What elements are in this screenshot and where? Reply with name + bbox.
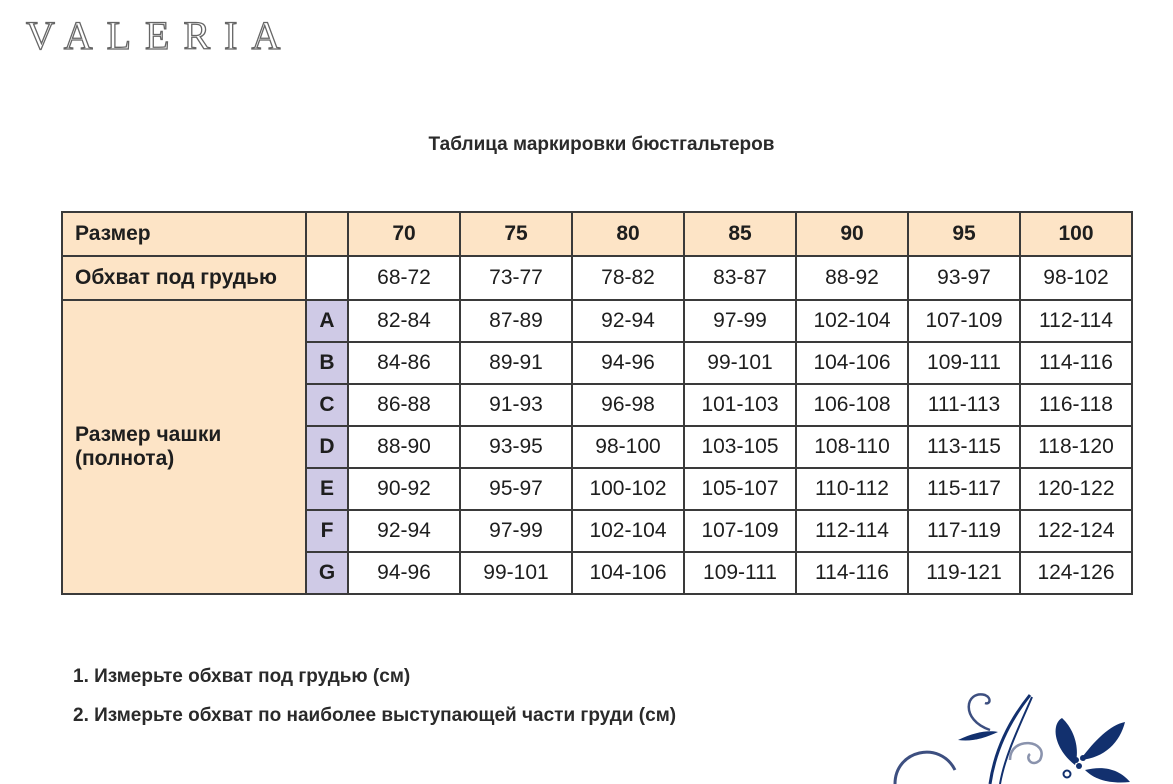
bust-cell: 109-111 xyxy=(908,342,1020,384)
bust-cell: 94-96 xyxy=(348,552,460,594)
instructions xyxy=(73,666,676,744)
bust-cell: 97-99 xyxy=(684,300,796,342)
bust-cell: 91-93 xyxy=(460,384,572,426)
underbust-cell: 68-72 xyxy=(348,256,460,300)
instruction-1: 1. Измерьте обхват под грудью (см) xyxy=(73,666,411,687)
bust-cell: 115-117 xyxy=(908,468,1020,510)
instruction-2: 2. Измерьте обхват по наиболее выступающей части груди (см) xyxy=(73,705,677,726)
underbust-label: Обхват под грудью xyxy=(62,256,306,300)
cup-label-line1: Размер чашки xyxy=(75,423,222,446)
blank-cell xyxy=(306,212,348,256)
bust-cell: 107-109 xyxy=(684,510,796,552)
underbust-cell: 98-102 xyxy=(1020,256,1132,300)
bust-cell: 122-124 xyxy=(1020,510,1132,552)
bust-cell: 114-116 xyxy=(1020,342,1132,384)
bust-cell: 114-116 xyxy=(796,552,908,594)
underbust-cell: 83-87 xyxy=(684,256,796,300)
bust-cell: 87-89 xyxy=(460,300,572,342)
bust-cell: 99-101 xyxy=(684,342,796,384)
bust-cell: 88-90 xyxy=(348,426,460,468)
bust-cell: 94-96 xyxy=(572,342,684,384)
size-header: 80 xyxy=(572,212,684,256)
bust-cell: 118-120 xyxy=(1020,426,1132,468)
cup-letter: B xyxy=(306,342,348,384)
bust-cell: 117-119 xyxy=(908,510,1020,552)
underbust-cell: 93-97 xyxy=(908,256,1020,300)
underbust-cell: 78-82 xyxy=(572,256,684,300)
bust-cell: 95-97 xyxy=(460,468,572,510)
bust-cell: 104-106 xyxy=(796,342,908,384)
bust-cell: 86-88 xyxy=(348,384,460,426)
cup-letter: G xyxy=(306,552,348,594)
cup-size-label xyxy=(62,300,306,594)
bust-cell: 103-105 xyxy=(684,426,796,468)
size-header: 95 xyxy=(908,212,1020,256)
bust-cell: 107-109 xyxy=(908,300,1020,342)
size-header: 75 xyxy=(460,212,572,256)
size-row xyxy=(62,212,1132,256)
size-header: 100 xyxy=(1020,212,1132,256)
cup-letter: D xyxy=(306,426,348,468)
bust-cell: 119-121 xyxy=(908,552,1020,594)
bust-cell: 89-91 xyxy=(460,342,572,384)
underbust-cell: 88-92 xyxy=(796,256,908,300)
underbust-row xyxy=(62,256,1132,300)
bust-cell: 82-84 xyxy=(348,300,460,342)
bust-cell: 96-98 xyxy=(572,384,684,426)
bust-cell: 105-107 xyxy=(684,468,796,510)
bust-cell: 90-92 xyxy=(348,468,460,510)
cup-row-a xyxy=(62,300,1132,342)
bust-cell: 120-122 xyxy=(1020,468,1132,510)
bust-cell: 124-126 xyxy=(1020,552,1132,594)
bust-cell: 106-108 xyxy=(796,384,908,426)
bust-cell: 102-104 xyxy=(796,300,908,342)
bust-cell: 113-115 xyxy=(908,426,1020,468)
bust-cell: 104-106 xyxy=(572,552,684,594)
page-title: Таблица маркировки бюстгальтеров xyxy=(428,134,775,155)
bust-cell: 109-111 xyxy=(684,552,796,594)
blank-cell xyxy=(306,256,348,300)
underbust-cell: 73-77 xyxy=(460,256,572,300)
cup-letter: C xyxy=(306,384,348,426)
cup-letter: E xyxy=(306,468,348,510)
bust-cell: 108-110 xyxy=(796,426,908,468)
brand-logo: VALERIA xyxy=(26,13,295,58)
cup-letter: A xyxy=(306,300,348,342)
bust-cell: 92-94 xyxy=(572,300,684,342)
bust-cell: 97-99 xyxy=(460,510,572,552)
bust-cell: 99-101 xyxy=(460,552,572,594)
size-table xyxy=(61,211,1133,595)
bust-cell: 111-113 xyxy=(908,384,1020,426)
bust-cell: 101-103 xyxy=(684,384,796,426)
cup-label-line2: (полнота) xyxy=(75,447,175,470)
bust-cell: 110-112 xyxy=(796,468,908,510)
floral-ornament xyxy=(880,670,1173,784)
bust-cell: 98-100 xyxy=(572,426,684,468)
bust-cell: 112-114 xyxy=(1020,300,1132,342)
bust-cell: 102-104 xyxy=(572,510,684,552)
size-header: 90 xyxy=(796,212,908,256)
bust-cell: 100-102 xyxy=(572,468,684,510)
size-header: 70 xyxy=(348,212,460,256)
cup-letter: F xyxy=(306,510,348,552)
bust-cell: 93-95 xyxy=(460,426,572,468)
bust-cell: 84-86 xyxy=(348,342,460,384)
bust-cell: 92-94 xyxy=(348,510,460,552)
bust-cell: 112-114 xyxy=(796,510,908,552)
bust-cell: 116-118 xyxy=(1020,384,1132,426)
size-header: 85 xyxy=(684,212,796,256)
size-label: Размер xyxy=(62,212,306,256)
